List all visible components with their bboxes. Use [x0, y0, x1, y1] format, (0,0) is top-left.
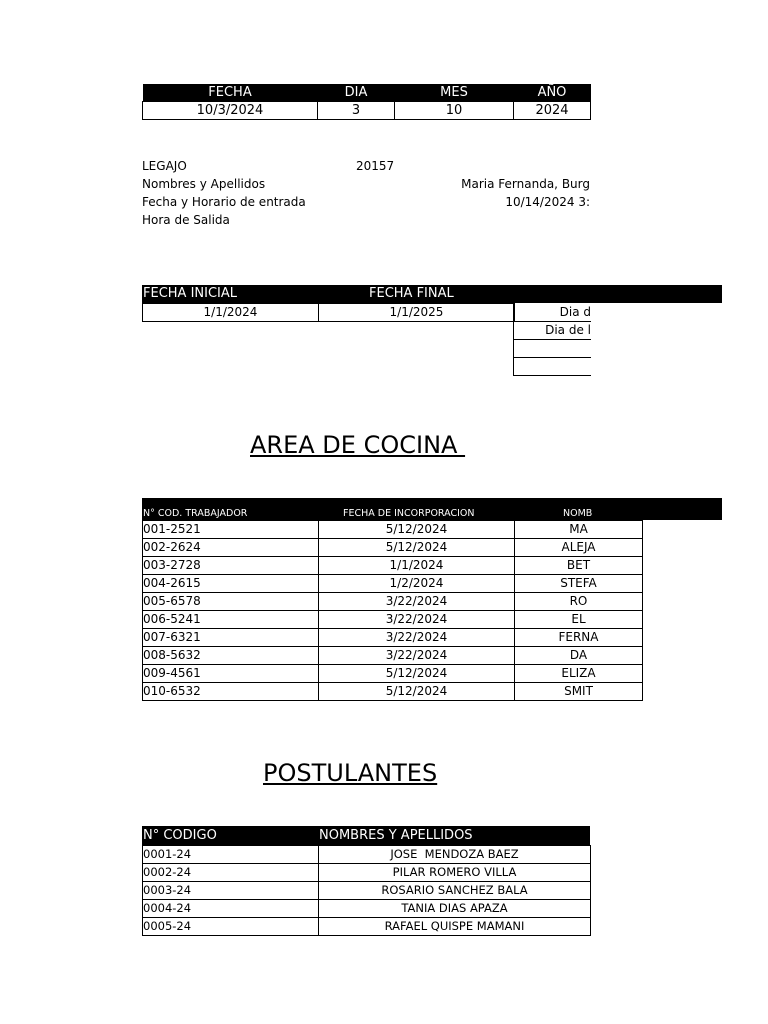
staff-code-cell[interactable]: 009-4561 — [143, 665, 319, 683]
postulante-row — [143, 900, 591, 918]
cocina-title: AREA DE COCINA — [250, 431, 466, 459]
postulante-code-cell[interactable]: 0004-24 — [143, 900, 319, 918]
postulantes-header — [142, 826, 590, 845]
cell-dia[interactable]: 3 — [318, 102, 395, 120]
staff-name-cell[interactable]: STEFA — [515, 575, 643, 593]
entry-value-text: 10/14/2024 3: — [505, 195, 590, 209]
postulante-name-cell[interactable]: PILAR ROMERO VILLA — [319, 864, 591, 882]
side-cell-2-text: Dia de l — [545, 323, 591, 337]
range-end-cell[interactable]: 1/1/2025 — [319, 304, 515, 322]
staff-row — [143, 593, 643, 611]
staff-name-cell[interactable]: DA — [515, 647, 643, 665]
postulante-code-cell[interactable]: 0003-24 — [143, 882, 319, 900]
header-anio: AÑO — [514, 84, 591, 102]
range-values — [142, 303, 515, 322]
postulante-name-cell[interactable]: JOSE MENDOZA BAEZ — [319, 846, 591, 864]
staff-table — [142, 520, 643, 701]
staff-header — [142, 498, 722, 520]
staff-code-cell[interactable]: 007-6321 — [143, 629, 319, 647]
staff-code-cell[interactable]: 008-5632 — [143, 647, 319, 665]
staff-row — [143, 683, 643, 701]
postulante-row — [143, 882, 591, 900]
staff-code-cell[interactable]: 001-2521 — [143, 521, 319, 539]
postulante-row — [143, 846, 591, 864]
legajo-label: LEGAJO — [142, 159, 187, 173]
side-cell-1[interactable] — [514, 303, 591, 322]
legajo-value[interactable]: 20157 — [356, 159, 395, 173]
staff-date-cell[interactable]: 3/22/2024 — [319, 629, 515, 647]
header-fecha-incorporacion: FECHA DE INCORPORACION — [343, 508, 475, 519]
postulante-code-cell[interactable]: 0002-24 — [143, 864, 319, 882]
header-nombres-apellidos: NOMBRES Y APELLIDOS — [319, 828, 473, 843]
header-fecha-inicial: FECHA INICIAL — [143, 286, 238, 301]
staff-code-cell[interactable]: 004-2615 — [143, 575, 319, 593]
staff-date-cell[interactable]: 5/12/2024 — [319, 683, 515, 701]
range-header — [142, 285, 722, 303]
staff-code-cell[interactable]: 005-6578 — [143, 593, 319, 611]
staff-row — [143, 557, 643, 575]
side-cell-3[interactable] — [514, 339, 591, 358]
staff-name-cell[interactable]: SMIT — [515, 683, 643, 701]
staff-code-cell[interactable]: 010-6532 — [143, 683, 319, 701]
header-fecha: FECHA — [143, 84, 318, 102]
staff-date-cell[interactable]: 3/22/2024 — [319, 647, 515, 665]
staff-name-cell[interactable]: BET — [515, 557, 643, 575]
postulante-code-cell[interactable]: 0001-24 — [143, 846, 319, 864]
entry-value[interactable] — [440, 193, 590, 211]
header-fecha-final: FECHA FINAL — [369, 286, 454, 301]
side-cell-4[interactable] — [514, 357, 591, 376]
exit-label: Hora de Salida — [142, 213, 230, 227]
name-value[interactable] — [440, 175, 590, 193]
staff-code-cell[interactable]: 006-5241 — [143, 611, 319, 629]
staff-row — [143, 629, 643, 647]
staff-table-wrap — [142, 520, 599, 704]
date-table-header — [143, 84, 591, 102]
staff-date-cell[interactable]: 5/12/2024 — [319, 521, 515, 539]
postulante-name-cell[interactable]: TANIA DIAS APAZA — [319, 900, 591, 918]
cell-mes[interactable]: 10 — [395, 102, 514, 120]
staff-code-cell[interactable]: 002-2624 — [143, 539, 319, 557]
postulante-row — [143, 864, 591, 882]
header-cod-trabajador: N° COD. TRABAJADOR — [143, 508, 248, 519]
staff-name-cell[interactable]: RO — [515, 593, 643, 611]
date-table — [142, 84, 591, 120]
header-dia: DIA — [318, 84, 395, 102]
staff-name-cell[interactable]: MA — [515, 521, 643, 539]
postulante-row — [143, 918, 591, 936]
postulante-name-cell[interactable]: ROSARIO SANCHEZ BALA — [319, 882, 591, 900]
postulantes-table — [142, 845, 591, 936]
staff-date-cell[interactable]: 3/22/2024 — [319, 611, 515, 629]
staff-date-cell[interactable]: 1/1/2024 — [319, 557, 515, 575]
staff-date-cell[interactable]: 5/12/2024 — [319, 539, 515, 557]
header-codigo: N° CODIGO — [143, 828, 217, 843]
staff-name-cell[interactable]: EL — [515, 611, 643, 629]
name-label: Nombres y Apellidos — [142, 177, 266, 191]
side-cell-1-text: Dia d — [559, 305, 591, 319]
side-cell-2[interactable] — [514, 321, 591, 340]
staff-row — [143, 611, 643, 629]
staff-row — [143, 647, 643, 665]
staff-code-cell[interactable]: 003-2728 — [143, 557, 319, 575]
staff-row — [143, 539, 643, 557]
staff-date-cell[interactable]: 3/22/2024 — [319, 593, 515, 611]
staff-date-cell[interactable]: 1/2/2024 — [319, 575, 515, 593]
name-value-text: Maria Fernanda, Burg — [461, 177, 590, 191]
cell-fecha[interactable]: 10/3/2024 — [143, 102, 318, 120]
staff-row — [143, 521, 643, 539]
side-cells — [513, 303, 591, 376]
entry-label: Fecha y Horario de entrada — [142, 195, 306, 209]
cell-anio[interactable]: 2024 — [514, 102, 591, 120]
staff-name-cell[interactable]: ALEJA — [515, 539, 643, 557]
staff-row — [143, 575, 643, 593]
staff-row — [143, 665, 643, 683]
header-mes: MES — [395, 84, 514, 102]
header-nombre: NOMB — [563, 508, 593, 519]
postulante-code-cell[interactable]: 0005-24 — [143, 918, 319, 936]
staff-name-cell[interactable]: FERNA — [515, 629, 643, 647]
staff-date-cell[interactable]: 5/12/2024 — [319, 665, 515, 683]
range-start-cell[interactable]: 1/1/2024 — [143, 304, 319, 322]
postulantes-title: POSTULANTES — [263, 759, 438, 787]
date-table-row — [143, 102, 591, 120]
staff-name-cell[interactable]: ELIZA — [515, 665, 643, 683]
postulante-name-cell[interactable]: RAFAEL QUISPE MAMANI — [319, 918, 591, 936]
